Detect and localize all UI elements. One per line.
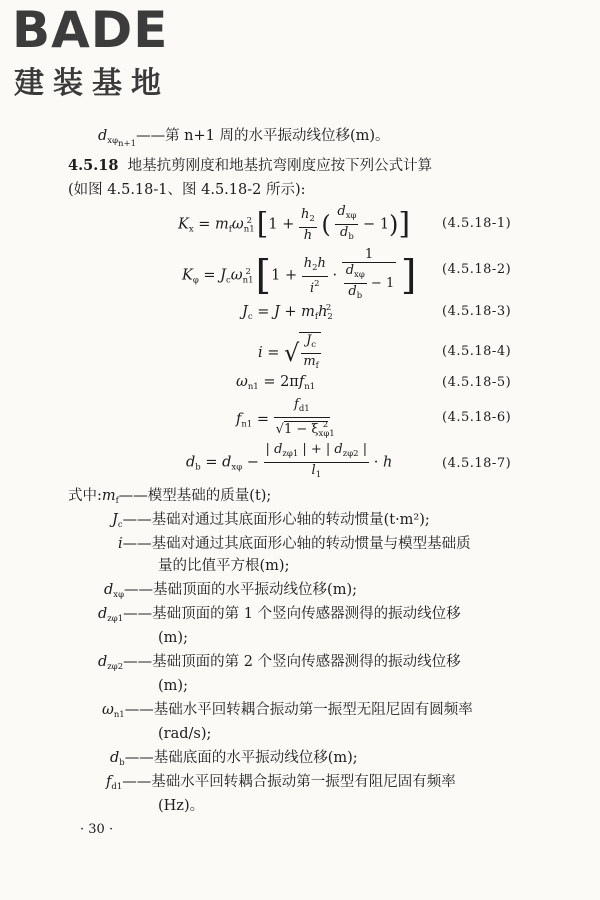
def-dzphi2-line-2: (m);: [158, 678, 188, 694]
intro-definition-text: ——第 n+1 周的水平振动线位移(m)。: [136, 128, 390, 144]
def-fd1: $f_{d1}——$基础水平回转耦合振动第一振型有阻尼固有频率: [106, 774, 456, 792]
equation-5-number: (4.5.18-5): [442, 375, 512, 390]
page-number: · 30 ·: [80, 822, 114, 837]
section-line1: 地基抗剪刚度和地基抗弯刚度应按下列公式计算: [127, 158, 433, 174]
section-number: 4.5.18: [68, 157, 119, 174]
equation-7-number: (4.5.18-7): [442, 456, 512, 471]
equation-6-number: (4.5.18-6): [442, 410, 512, 425]
def-dzphi1: $d_{z\varphi 1}——$基础顶面的第 1 个竖向传感器测得的振动线位移: [98, 606, 461, 624]
def-dxphi-line-1: ——基础顶面的水平振动线位移(m);: [124, 582, 357, 598]
def-fd1-line-1: ——基础水平回转耦合振动第一振型有阻尼固有频率: [122, 774, 456, 790]
equation-4: i = √ $\frac{J_c}{m_f}$: [258, 332, 321, 374]
def-jc-line-1: ——基础对通过其底面形心轴的转动惯量(t·m²);: [122, 512, 430, 528]
def-jc: $J_c——$基础对通过其底面形心轴的转动惯量(t·m²);: [112, 512, 430, 530]
def-i-line-1: ——基础对通过其底面形心轴的转动惯量与模型基础质: [122, 536, 471, 552]
def-i: i——基础对通过其底面形心轴的转动惯量与模型基础质: [118, 536, 471, 552]
equation-3: $J_c = J + m_fh_2^2$: [242, 303, 333, 322]
section-heading: [68, 156, 432, 176]
logo-latin: BADE: [12, 1, 169, 59]
where-label: 式中$:m_f——$模型基础的质量(t);: [68, 488, 272, 506]
def-mf-line-1: ——模型基础的质量(t);: [118, 488, 272, 504]
equation-2-number: (4.5.18-2): [442, 262, 512, 277]
def-dzphi2-line-1: ——基础顶面的第 2 个竖向传感器测得的振动线位移: [123, 654, 461, 670]
equation-3-number: (4.5.18-3): [442, 304, 512, 319]
def-dzphi1-line-2: (m);: [158, 630, 188, 646]
def-i-line-2: 量的比值平方根(m);: [158, 558, 290, 574]
logo-chinese: 建装基地: [14, 66, 170, 101]
equation-5: $\omega_{n1} = 2\pi f_{n1}$: [236, 374, 316, 392]
def-dzphi1-line-1: ——基础顶面的第 1 个竖向传感器测得的振动线位移: [123, 606, 461, 622]
def-fd1-line-2: (Hz)。: [158, 798, 205, 814]
equation-2: $K_\varphi = J_c\omega_{n1}^2$ [1 + $\frac{h_2h}{i^2}$ · 1 $\frac{d_{x\varphi}}{d_b}$ − 1 ]: [182, 247, 417, 301]
equation-7: $d_b = d_{x\varphi}$ − $\frac{| d_{z\varphi 1} | + | d_{z\varphi 2} |}{l_1}$ · h: [186, 442, 393, 480]
where-label-text: 式中:: [68, 488, 102, 504]
equation-1: $K_x = m_f\omega_{n1}^2$ [1 + $\frac{h_2}{h}$ ( $\frac{d_{x\varphi}}{d_b}$ − 1)]: [178, 204, 411, 243]
intro-definition: $d_{x\varphi_{n+1}}——$第 n+1 周的水平振动线位移(m)。: [98, 128, 390, 149]
equation-6: $f_{n1}$ = $\frac{f_{d1}}{√1 - \xi_{x\varphi 1}^2}$: [236, 397, 335, 439]
section-line2: (如图 4.5.18-1、图 4.5.18-2 所示):: [68, 182, 306, 198]
def-db: $d_b——$基础底面的水平振动线位移(m);: [110, 750, 358, 768]
def-omega-line-2: (rad/s);: [158, 726, 212, 742]
def-omega: $\omega_{n1}——$基础水平回转耦合振动第一振型无阻尼固有圆频率: [102, 702, 473, 720]
def-omega-line-1: ——基础水平回转耦合振动第一振型无阻尼固有圆频率: [124, 702, 473, 718]
def-db-line-1: ——基础底面的水平振动线位移(m);: [124, 750, 358, 766]
logo: [12, 1, 212, 101]
def-dxphi: $d_{x\varphi}——$基础顶面的水平振动线位移(m);: [104, 582, 357, 600]
equation-4-number: (4.5.18-4): [442, 344, 512, 359]
def-dzphi2: $d_{z\varphi 2}——$基础顶面的第 2 个竖向传感器测得的振动线位移: [98, 654, 461, 672]
equation-1-number: (4.5.18-1): [442, 216, 512, 231]
